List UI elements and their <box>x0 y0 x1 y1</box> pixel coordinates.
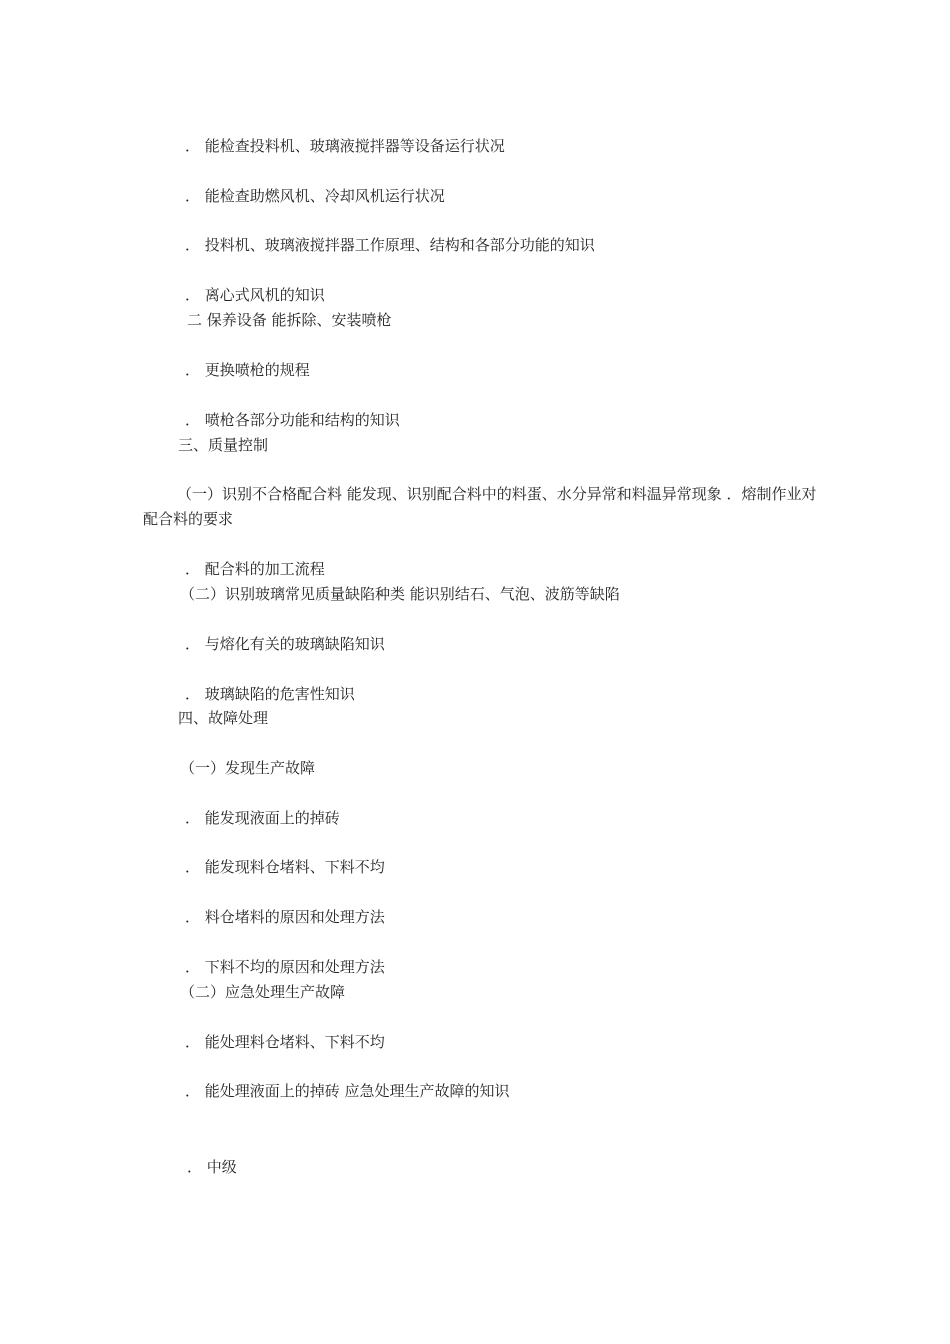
section-heading: 四、故障处理 <box>178 709 269 727</box>
list-item: ． 能发现料仓堵料、下料不均 <box>185 858 385 876</box>
list-item: ． 能检查投料机、玻璃液搅拌器等设备运行状况 <box>185 137 505 155</box>
list-item: ． 与熔化有关的玻璃缺陷知识 <box>185 635 385 653</box>
subsection-heading: （二）应急处理生产故障 <box>180 983 346 1001</box>
list-item: ． 离心式风机的知识 <box>185 286 325 304</box>
list-item: ． 配合料的加工流程 <box>185 560 325 578</box>
list-item: ． 下料不均的原因和处理方法 <box>185 958 385 976</box>
section-heading: 二 保养设备 能拆除、安装喷枪 <box>187 311 392 329</box>
paragraph: （一）识别不合格配合料 能发现、识别配合料中的料蛋、水分异常和料温异常现象 ．熔制作业对配合料的要求 <box>143 485 817 528</box>
section-heading: 三、质量控制 <box>178 436 269 454</box>
list-item: ． 能检查助燃风机、冷却风机运行状况 <box>185 187 445 205</box>
list-item: ． 能处理液面上的掉砖 应急处理生产故障的知识 <box>185 1082 510 1100</box>
list-item: ． 更换喷枪的规程 <box>185 361 310 379</box>
list-item: ． 喷枪各部分功能和结构的知识 <box>185 411 400 429</box>
subsection-heading: （二）识别玻璃常见质量缺陷种类 能识别结石、气泡、波筋等缺陷 <box>180 585 620 603</box>
list-item: ． 能处理料仓堵料、下料不均 <box>185 1033 385 1051</box>
list-item: ． 料仓堵料的原因和处理方法 <box>185 908 385 926</box>
level-heading: ． 中级 <box>187 1158 237 1176</box>
list-item: ． 投料机、玻璃液搅拌器工作原理、结构和各部分功能的知识 <box>185 236 595 254</box>
subsection-heading: （一）发现生产故障 <box>180 759 316 777</box>
list-item: ． 能发现液面上的掉砖 <box>185 809 340 827</box>
list-item: ． 玻璃缺陷的危害性知识 <box>185 685 355 703</box>
